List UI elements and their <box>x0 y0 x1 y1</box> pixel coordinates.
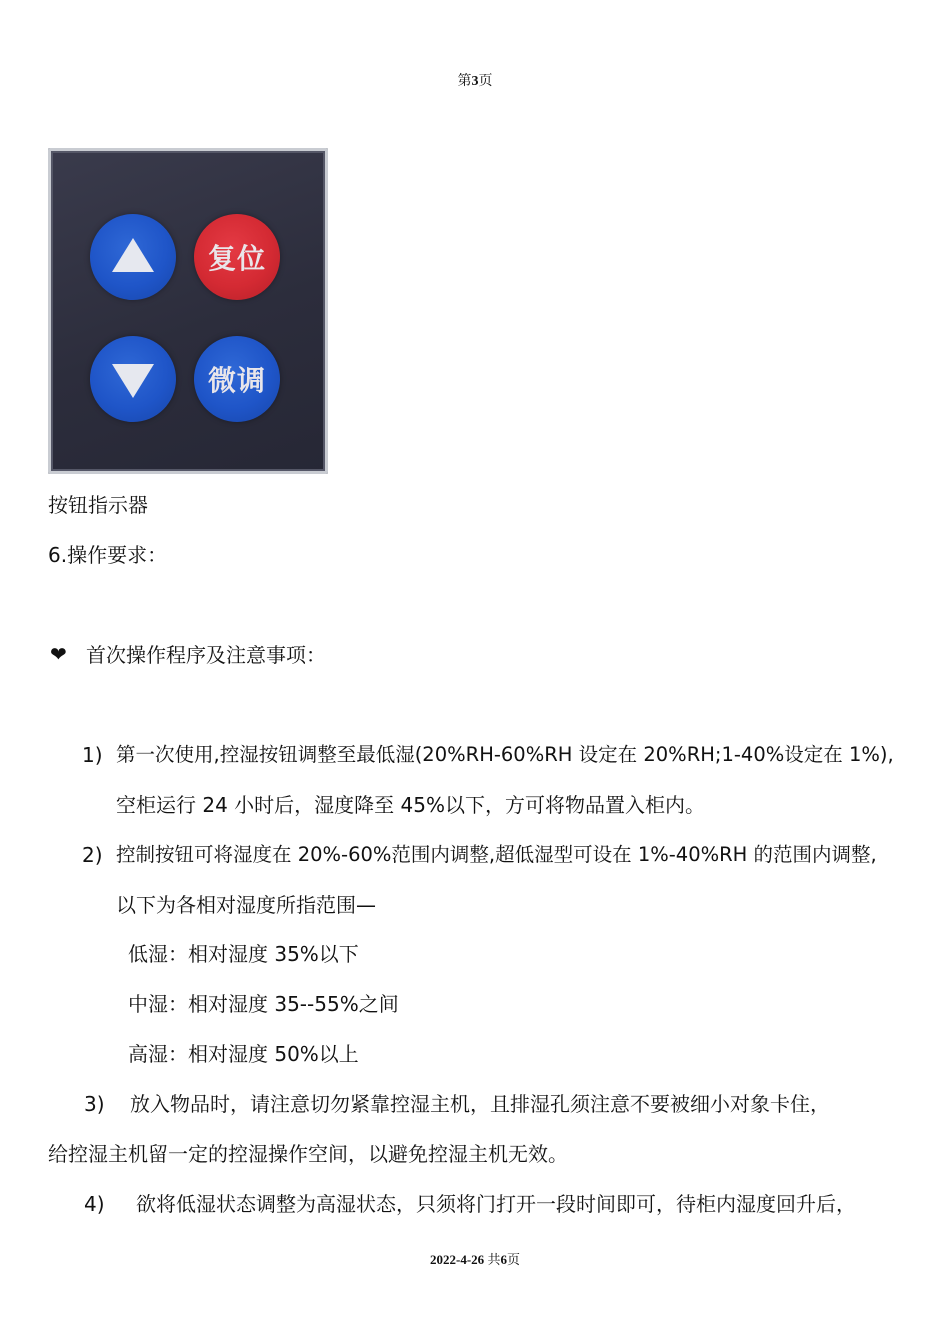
page-number: 3 <box>471 74 479 89</box>
page-prefix: 第 <box>457 74 472 89</box>
bullet-heading: 首次操作程序及注意事项： <box>86 643 326 667</box>
footer-total: 6 <box>500 1252 507 1267</box>
item-3-line-1: 放入物品时，请注意切勿紧靠控湿主机，且排湿孔须注意不要被细小对象卡住， <box>130 1092 830 1116</box>
item-2-line-1: 控制按钮可将湿度在 20%-60%范围内调整,超低湿型可设在 1%-40%RH 的范围内调整, <box>116 843 877 866</box>
item-2-number: 2) <box>82 843 103 867</box>
triangle-up-icon <box>112 238 154 272</box>
range-mid: 中湿：相对湿度 35--55%之间 <box>128 992 399 1016</box>
item-4-line-1: 欲将低湿状态调整为高湿状态，只须将门打开一段时间即可，待柜内湿度回升后， <box>136 1192 856 1216</box>
item-1-line-1: 第一次使用,控湿按钮调整至最低湿(20%RH-60%RH 设定在 20%RH;1-40%设定在 1%), <box>116 743 894 766</box>
footer-date: 2022-4-26 <box>430 1252 485 1267</box>
page-footer <box>0 1249 950 1268</box>
item-4-number: 4) <box>84 1192 105 1216</box>
fine-tune-button <box>194 336 280 422</box>
item-3-line-2: 给控湿主机留一定的控湿操作空间，以避免控湿主机无效。 <box>48 1142 568 1166</box>
footer-mid: 共 <box>484 1252 501 1267</box>
page-suffix: 页 <box>478 74 493 89</box>
footer-suffix: 页 <box>506 1252 520 1267</box>
item-1-line-2: 空柜运行 24 小时后，湿度降至 45%以下，方可将物品置入柜内。 <box>116 793 705 817</box>
item-3-number: 3) <box>84 1092 105 1116</box>
fine-tune-label: 微调 <box>207 364 266 397</box>
button-indicator-photo <box>48 148 328 474</box>
page-header <box>0 70 950 90</box>
section-title: 6.操作要求： <box>48 543 168 567</box>
reset-label: 复位 <box>207 242 266 275</box>
heart-bullet-icon: ❤ <box>50 642 67 666</box>
item-1-number: 1) <box>82 743 103 767</box>
range-low: 低湿：相对湿度 35%以下 <box>128 942 359 966</box>
down-button <box>90 336 176 422</box>
triangle-down-icon <box>112 364 154 398</box>
reset-button <box>194 214 280 300</box>
photo-caption: 按钮指示器 <box>48 493 148 517</box>
range-high: 高湿：相对湿度 50%以上 <box>128 1042 359 1066</box>
item-2-line-2: 以下为各相对湿度所指范围— <box>116 893 376 917</box>
up-button <box>90 214 176 300</box>
